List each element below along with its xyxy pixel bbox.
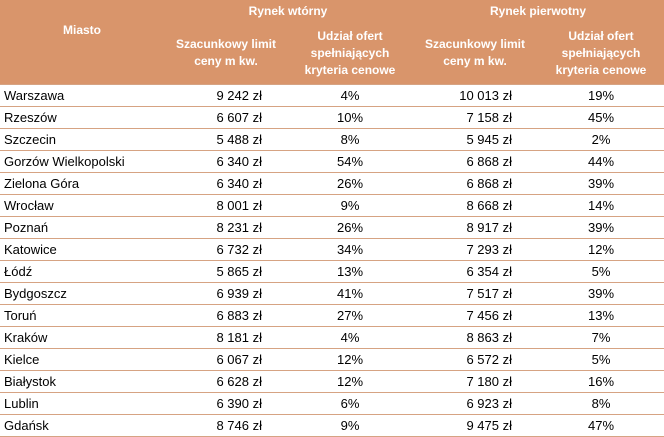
header-primary-market: Rynek pierwotny: [412, 0, 664, 22]
table-row: [0, 327, 664, 349]
primary-price-cell: 6 572 zł: [412, 349, 538, 371]
secondary-price-cell: 5 488 zł: [164, 129, 288, 151]
secondary-price-cell: 6 883 zł: [164, 305, 288, 327]
secondary-price-cell: 8 001 zł: [164, 195, 288, 217]
primary-share-cell: 5%: [538, 261, 664, 283]
secondary-share-cell: 27%: [288, 305, 412, 327]
table-row: [0, 85, 664, 107]
primary-price-cell: 7 456 zł: [412, 305, 538, 327]
table-body: [0, 85, 664, 437]
city-cell: Kraków: [0, 327, 164, 349]
primary-price-cell: 5 945 zł: [412, 129, 538, 151]
secondary-share-cell: 9%: [288, 195, 412, 217]
secondary-share-cell: 9%: [288, 415, 412, 437]
primary-price-cell: 8 863 zł: [412, 327, 538, 349]
primary-share-cell: 13%: [538, 305, 664, 327]
table-row: [0, 261, 664, 283]
primary-share-cell: 39%: [538, 173, 664, 195]
primary-share-cell: 19%: [538, 85, 664, 107]
table-row: [0, 349, 664, 371]
header-share-line3: kryteria cenowe: [304, 62, 396, 77]
primary-price-cell: 10 013 zł: [412, 85, 538, 107]
primary-price-cell: 8 668 zł: [412, 195, 538, 217]
primary-share-cell: 14%: [538, 195, 664, 217]
table-row: [0, 415, 664, 437]
primary-share-cell: 12%: [538, 239, 664, 261]
secondary-share-cell: 4%: [288, 85, 412, 107]
header-price-line1: Szacunkowy limit: [175, 37, 277, 51]
secondary-share-cell: 12%: [288, 349, 412, 371]
secondary-price-cell: 8 746 zł: [164, 415, 288, 437]
header-secondary-share: [288, 22, 412, 85]
secondary-share-cell: 6%: [288, 393, 412, 415]
primary-price-cell: 9 475 zł: [412, 415, 538, 437]
header-primary-share: [538, 22, 664, 85]
city-cell: Gorzów Wielkopolski: [0, 151, 164, 173]
city-cell: Białystok: [0, 371, 164, 393]
header-price-line1: Szacunkowy limit: [424, 37, 526, 51]
city-cell: Łódź: [0, 261, 164, 283]
table-row: [0, 129, 664, 151]
header-share-line1: Udział ofert: [317, 28, 383, 43]
table-row: [0, 151, 664, 173]
table-row: [0, 283, 664, 305]
header-share-line1: Udział ofert: [568, 28, 634, 43]
table-row: [0, 305, 664, 327]
primary-price-cell: 6 868 zł: [412, 151, 538, 173]
primary-price-cell: 7 517 zł: [412, 283, 538, 305]
primary-share-cell: 47%: [538, 415, 664, 437]
primary-share-cell: 39%: [538, 283, 664, 305]
city-cell: Gdańsk: [0, 415, 164, 437]
city-cell: Warszawa: [0, 85, 164, 107]
secondary-price-cell: 6 939 zł: [164, 283, 288, 305]
primary-share-cell: 2%: [538, 129, 664, 151]
secondary-price-cell: 6 340 zł: [164, 173, 288, 195]
table-row: [0, 371, 664, 393]
primary-price-cell: 6 354 zł: [412, 261, 538, 283]
header-price-line2: ceny m kw.: [194, 54, 258, 68]
table-row: [0, 107, 664, 129]
city-cell: Toruń: [0, 305, 164, 327]
secondary-price-cell: 6 607 zł: [164, 107, 288, 129]
header-share-line3: kryteria cenowe: [555, 62, 647, 77]
primary-price-cell: 6 923 zł: [412, 393, 538, 415]
secondary-share-cell: 41%: [288, 283, 412, 305]
secondary-share-cell: 10%: [288, 107, 412, 129]
secondary-price-cell: 9 242 zł: [164, 85, 288, 107]
primary-price-cell: 7 293 zł: [412, 239, 538, 261]
table-row: [0, 173, 664, 195]
city-cell: Kielce: [0, 349, 164, 371]
secondary-share-cell: 26%: [288, 173, 412, 195]
secondary-price-cell: 8 231 zł: [164, 217, 288, 239]
table-row: [0, 393, 664, 415]
city-cell: Lublin: [0, 393, 164, 415]
header-secondary-price-limit: [164, 22, 288, 85]
city-cell: Szczecin: [0, 129, 164, 151]
secondary-share-cell: 34%: [288, 239, 412, 261]
header-city: Miasto: [0, 0, 164, 85]
secondary-price-cell: 6 628 zł: [164, 371, 288, 393]
city-cell: Katowice: [0, 239, 164, 261]
secondary-price-cell: 6 732 zł: [164, 239, 288, 261]
city-cell: Poznań: [0, 217, 164, 239]
secondary-share-cell: 54%: [288, 151, 412, 173]
secondary-price-cell: 6 067 zł: [164, 349, 288, 371]
primary-price-cell: 7 158 zł: [412, 107, 538, 129]
primary-share-cell: 16%: [538, 371, 664, 393]
primary-share-cell: 5%: [538, 349, 664, 371]
header-secondary-market: Rynek wtórny: [164, 0, 412, 22]
primary-price-cell: 7 180 zł: [412, 371, 538, 393]
secondary-share-cell: 8%: [288, 129, 412, 151]
header-price-line2: ceny m kw.: [443, 54, 507, 68]
primary-price-cell: 6 868 zł: [412, 173, 538, 195]
city-cell: Bydgoszcz: [0, 283, 164, 305]
primary-price-cell: 8 917 zł: [412, 217, 538, 239]
secondary-share-cell: 13%: [288, 261, 412, 283]
secondary-share-cell: 4%: [288, 327, 412, 349]
secondary-price-cell: 6 390 zł: [164, 393, 288, 415]
table-row: [0, 195, 664, 217]
header-primary-price-limit: [412, 22, 538, 85]
secondary-price-cell: 5 865 zł: [164, 261, 288, 283]
table-header: [0, 0, 664, 85]
secondary-share-cell: 12%: [288, 371, 412, 393]
table-row: [0, 239, 664, 261]
header-share-line2: spełniających: [310, 45, 390, 60]
city-cell: Rzeszów: [0, 107, 164, 129]
secondary-price-cell: 8 181 zł: [164, 327, 288, 349]
primary-share-cell: 44%: [538, 151, 664, 173]
secondary-price-cell: 6 340 zł: [164, 151, 288, 173]
primary-share-cell: 39%: [538, 217, 664, 239]
secondary-share-cell: 26%: [288, 217, 412, 239]
city-cell: Zielona Góra: [0, 173, 164, 195]
primary-share-cell: 8%: [538, 393, 664, 415]
table-row: [0, 217, 664, 239]
primary-share-cell: 45%: [538, 107, 664, 129]
city-cell: Wrocław: [0, 195, 164, 217]
header-share-line2: spełniających: [561, 45, 641, 60]
primary-share-cell: 7%: [538, 327, 664, 349]
